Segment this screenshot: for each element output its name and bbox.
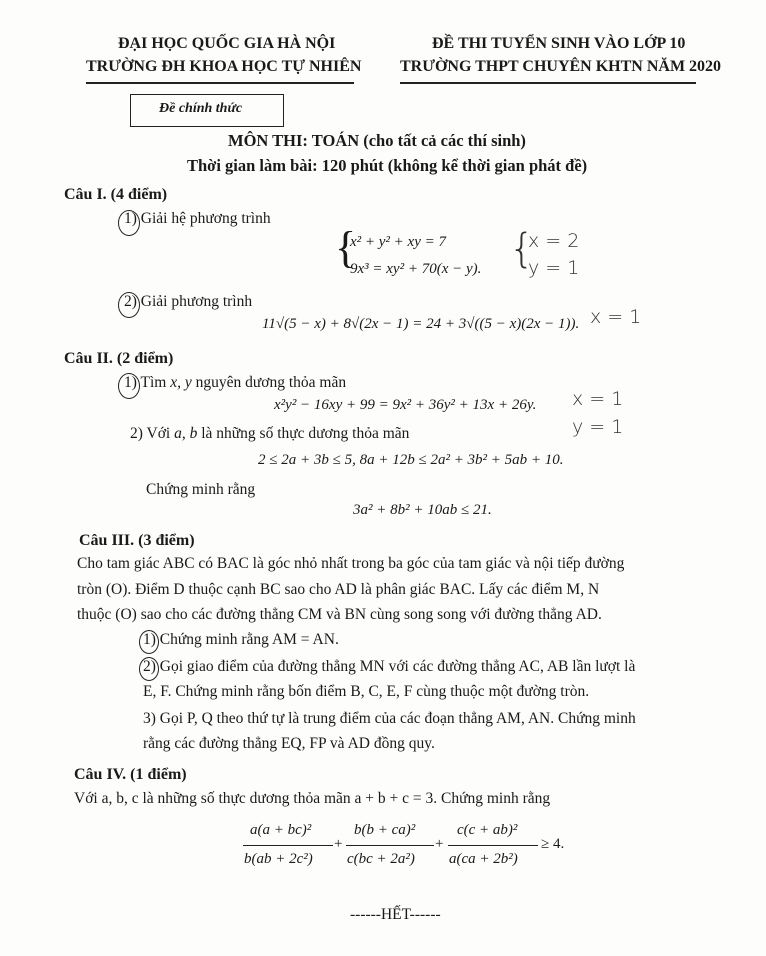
official-label: Đề chính thức <box>159 101 243 116</box>
q2-p2-a: 2) Với <box>130 425 171 442</box>
q1-eq3: 11√(5 − x) + 8√(2x − 1) = 24 + 3√((5 − x)(2x − 1)). <box>262 316 580 332</box>
q2-eq1: x²y² − 16xy + 99 = 9x² + 36y² + 13x + 26y. <box>274 397 537 413</box>
q3-part3a: 3) Gọi P, Q theo thứ tự là trung điểm của các đoạn thẳng AM, AN. Chứng minh <box>143 710 636 727</box>
q2-eq2: 2 ≤ 2a + 3b ≤ 5, 8a + 12b ≤ 2a² + 3b² + 5ab + 10. <box>258 452 564 468</box>
plus-sign: + <box>334 836 343 852</box>
school-name: TRƯỜNG ĐH KHOA HỌC TỰ NHIÊN <box>86 58 362 75</box>
frac1-numerator: a(a + bc)² <box>250 822 312 838</box>
exam-school: TRƯỜNG THPT CHUYÊN KHTN NĂM 2020 <box>400 58 722 75</box>
left-header-rule <box>86 82 354 84</box>
frac2-line <box>346 845 434 846</box>
q2-p1-vars: x, y <box>170 374 192 391</box>
right-header-rule <box>400 82 696 84</box>
hand-brace: { <box>509 226 535 272</box>
q1-eq1: x² + y² + xy = 7 <box>350 234 446 250</box>
exam-time: Thời gian làm bài: 120 phút (không kể thời gian phát đề) <box>187 156 588 175</box>
university-name: ĐẠI HỌC QUỐC GIA HÀ NỘI <box>118 35 336 52</box>
q4-rhs: ≥ 4. <box>541 836 565 852</box>
q2-p2-vars: a, b <box>174 425 198 442</box>
frac3-numerator: c(c + ab)² <box>457 822 518 838</box>
q2-part2 <box>130 425 409 443</box>
exam-heading: ĐỀ THI TUYỂN SINH VÀO LỚP 10 <box>432 35 686 52</box>
q2-part1 <box>124 374 346 392</box>
q2-p2-c: là những số thực dương thỏa mãn <box>201 425 410 442</box>
hand-note-y: y = 1 <box>528 257 580 279</box>
frac3-line <box>448 845 538 846</box>
q3-line2: tròn (O). Điểm D thuộc cạnh BC sao cho AD là phân giác BAC. Lấy các điểm M, N <box>77 581 600 598</box>
q1-eq2: 9x³ = xy² + 70(x − y). <box>350 261 482 277</box>
hand-note-x1: x = 1 <box>590 306 642 328</box>
q2-p1-a: 1) Tìm <box>124 374 167 391</box>
frac2-denominator: c(bc + 2a²) <box>347 851 415 867</box>
frac1-line <box>243 845 333 846</box>
q1-part1: 1) Giải hệ phương trình <box>124 210 271 227</box>
hand-note-x: x = 2 <box>528 230 580 252</box>
q2-eq3: 3a² + 8b² + 10ab ≤ 21. <box>353 502 492 518</box>
question-1-title: Câu I. (4 điểm) <box>64 186 168 203</box>
hand-note-y1: y = 1 <box>572 416 624 438</box>
frac3-denominator: a(ca + 2b²) <box>449 851 518 867</box>
system-brace: { <box>335 223 357 272</box>
frac1-denominator: b(ab + 2c²) <box>244 851 313 867</box>
q1-part2: 2) Giải phương trình <box>124 293 253 310</box>
exam-subject: MÔN THI: TOÁN (cho tất cả các thí sinh) <box>228 131 526 150</box>
plus-sign: + <box>435 836 444 852</box>
official-box <box>130 94 284 127</box>
question-2-title: Câu II. (2 điểm) <box>64 350 174 367</box>
q3-part1: 1) Chứng minh rằng AM = AN. <box>143 631 339 648</box>
end-marker: ------HẾT------ <box>350 906 441 923</box>
q4-line1: Với a, b, c là những số thực dương thỏa mãn a + b + c = 3. Chứng minh rằng <box>74 790 551 807</box>
question-4-title: Câu IV. (1 điểm) <box>74 766 187 783</box>
frac2-numerator: b(b + ca)² <box>354 822 416 838</box>
q3-line3: thuộc (O) sao cho các đường thẳng CM và BN cùng song song với đường thẳng AD. <box>77 606 602 623</box>
q2-prove: Chứng minh rằng <box>146 481 256 498</box>
q3-part3b: rằng các đường thẳng EQ, FP và AD đồng quy. <box>143 735 435 752</box>
q3-line1: Cho tam giác ABC có BAC là góc nhỏ nhất trong ba góc của tam giác và nội tiếp đường <box>77 555 625 572</box>
q3-part2a: 2) Gọi giao điểm của đường thẳng MN với các đường thẳng AC, AB lần lượt là <box>143 658 636 675</box>
q2-p1-c: nguyên dương thỏa mãn <box>195 374 347 391</box>
hand-note-x1b: x = 1 <box>572 388 624 410</box>
q3-part2b: E, F. Chứng minh rằng bốn điểm B, C, E, F cùng thuộc một đường tròn. <box>143 683 590 700</box>
question-3-title: Câu III. (3 điểm) <box>79 532 195 549</box>
